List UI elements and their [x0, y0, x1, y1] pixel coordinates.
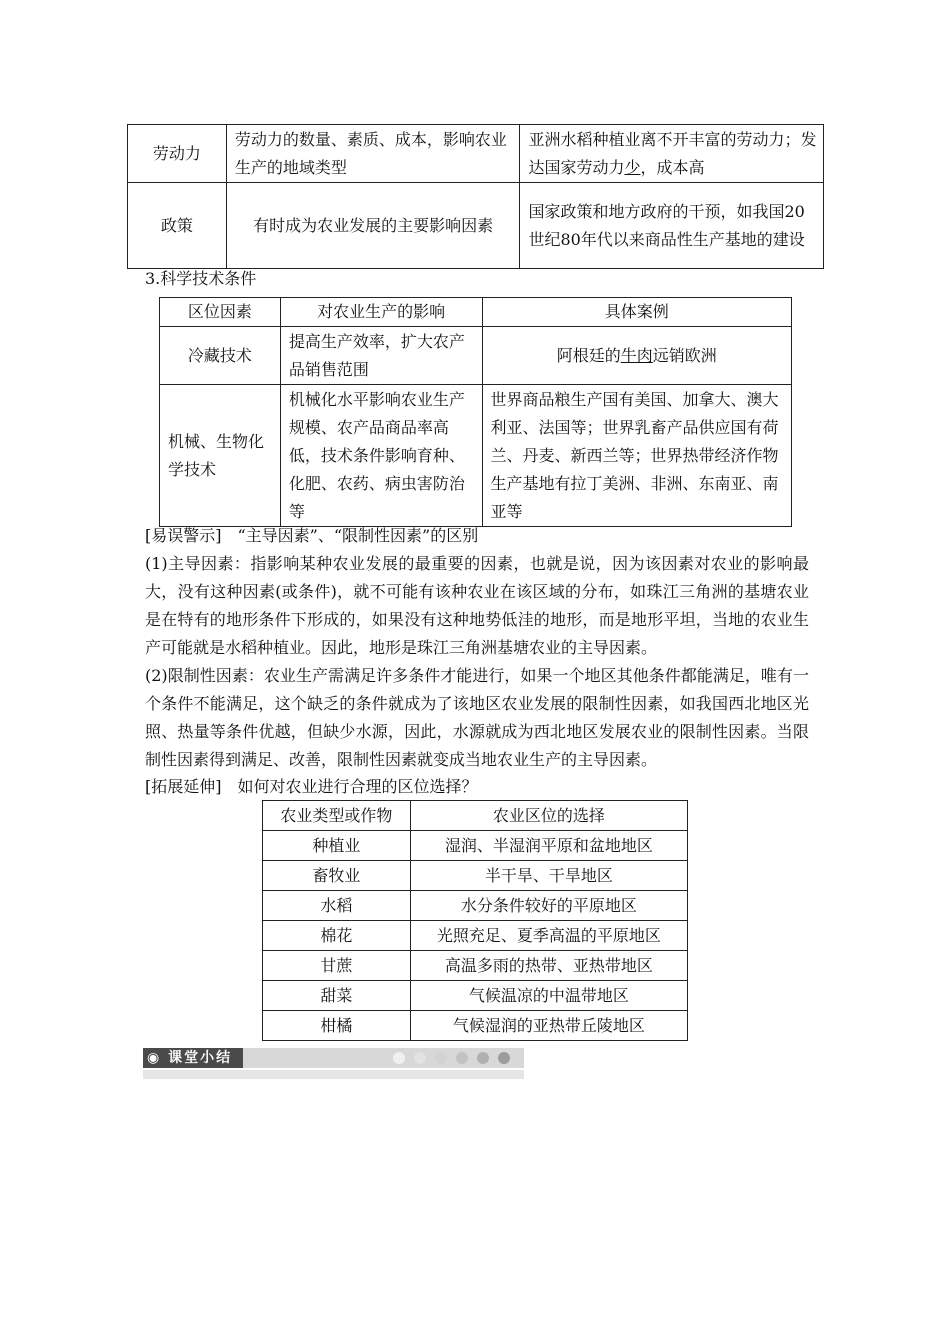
- table-row: [263, 921, 688, 951]
- table-row: [263, 891, 688, 921]
- column-header: 区位因素: [160, 298, 281, 327]
- factor-cell: 劳动力: [128, 125, 227, 183]
- decorative-dot-icon: [435, 1052, 447, 1064]
- table-row: [128, 125, 824, 183]
- column-header: 对农业生产的影响: [280, 298, 482, 327]
- crop-cell: 甘蔗: [263, 951, 411, 981]
- decorative-dot-icon: [414, 1052, 426, 1064]
- classroom-summary-banner: [143, 1048, 524, 1079]
- column-header: 农业类型或作物: [263, 801, 411, 831]
- table-header-row: [160, 298, 792, 327]
- table-row: [160, 327, 792, 385]
- crop-cell: 畜牧业: [263, 861, 411, 891]
- influence-cell: 提高生产效率，扩大农产品销售范围: [280, 327, 482, 385]
- factors-table-continued: [127, 124, 824, 269]
- crop-cell: 种植业: [263, 831, 411, 861]
- table-row: [160, 385, 792, 527]
- case-cell: [520, 125, 824, 183]
- case-text: 亚洲水稻种植业离不开丰富的劳动力；发达国家劳动力: [528, 129, 817, 177]
- decorative-dot-icon: [393, 1052, 405, 1064]
- case-cell: [482, 327, 791, 385]
- location-choice-table: [262, 800, 688, 1041]
- table-row: [263, 981, 688, 1011]
- warning-heading: [易误警示] “主导因素”、“限制性因素”的区别: [145, 526, 479, 545]
- decorative-dot-icon: [456, 1052, 468, 1064]
- column-header: 具体案例: [482, 298, 791, 327]
- case-cell: 国家政策和地方政府的干预，如我国20世纪80年代以来商品性生产基地的建设: [520, 183, 824, 269]
- case-underlined: 少: [624, 157, 641, 177]
- case-underlined: 牛肉: [620, 345, 653, 365]
- extension-heading: [拓展延伸] 如何对农业进行合理的区位选择？: [145, 777, 478, 796]
- case-text: ，成本高: [640, 157, 705, 177]
- section-title: 3.科学技术条件: [145, 269, 257, 288]
- factor-cell: 政策: [128, 183, 227, 269]
- table-row: [263, 1011, 688, 1041]
- table-row: [263, 861, 688, 891]
- table-row: [128, 183, 824, 269]
- banner-underline: [143, 1070, 524, 1079]
- banner-label: ◉ 课堂小结: [143, 1048, 243, 1068]
- table-row: [263, 951, 688, 981]
- location-cell: 高温多雨的热带、亚热带地区: [410, 951, 687, 981]
- location-cell: 光照充足、夏季高温的平原地区: [410, 921, 687, 951]
- technology-table: [159, 297, 792, 527]
- location-cell: 水分条件较好的平原地区: [410, 891, 687, 921]
- location-cell: 湿润、半湿润平原和盆地地区: [410, 831, 687, 861]
- location-cell: 气候湿润的亚热带丘陵地区: [410, 1011, 687, 1041]
- influence-cell: 有时成为农业发展的主要影响因素: [226, 183, 520, 269]
- case-cell: 世界商品粮生产国有美国、加拿大、澳大利亚、法国等；世界乳畜产品供应国有荷兰、丹麦、新西兰等；世界热带经济作物生产基地有拉丁美洲、非洲、东南亚、南亚等: [482, 385, 791, 527]
- influence-cell: 机械化水平影响农业生产规模、农产品商品率高低，技术条件影响育种、化肥、农药、病虫害防治等: [280, 385, 482, 527]
- crop-cell: 棉花: [263, 921, 411, 951]
- factor-cell: 冷藏技术: [160, 327, 281, 385]
- decorative-dot-icon: [498, 1052, 510, 1064]
- warning-paragraph-1: (1)主导因素：指影响某种农业发展的最重要的因素，也就是说，因为该因素对农业的影响最大，没有这种因素(或条件)，就不可能有该种农业在该区域的分布，如珠江三角洲的基塘农业是在特有的地形条件下形成的，如果没有这种地势低洼的地形，而是地形平坦，当地的农业生产可能就是水稻种植业。因此，地形是珠江三角洲基塘农业的主导因素。: [145, 554, 809, 657]
- warning-paragraph-2: (2)限制性因素：农业生产需满足许多条件才能进行，如果一个地区其他条件都能满足，唯有一个条件不能满足，这个缺乏的条件就成为了该地区农业发展的限制性因素，如我国西北地区光照、热量等条件优越，但缺少水源，因此，水源就成为西北地区发展农业的限制性因素。当限制性因素得到满足、改善，限制性因素就变成当地农业生产的主导因素。: [145, 666, 809, 769]
- crop-cell: 水稻: [263, 891, 411, 921]
- crop-cell: 甜菜: [263, 981, 411, 1011]
- location-cell: 气候温凉的中温带地区: [410, 981, 687, 1011]
- influence-cell: 劳动力的数量、素质、成本，影响农业生产的地域类型: [226, 125, 520, 183]
- case-text: 阿根廷的: [556, 345, 621, 365]
- column-header: 农业区位的选择: [410, 801, 687, 831]
- decorative-dot-icon: [477, 1052, 489, 1064]
- case-text: 远销欧洲: [652, 345, 717, 365]
- factor-cell: 机械、生物化学技术: [160, 385, 281, 527]
- table-header-row: [263, 801, 688, 831]
- table-row: [263, 831, 688, 861]
- crop-cell: 柑橘: [263, 1011, 411, 1041]
- location-cell: 半干旱、干旱地区: [410, 861, 687, 891]
